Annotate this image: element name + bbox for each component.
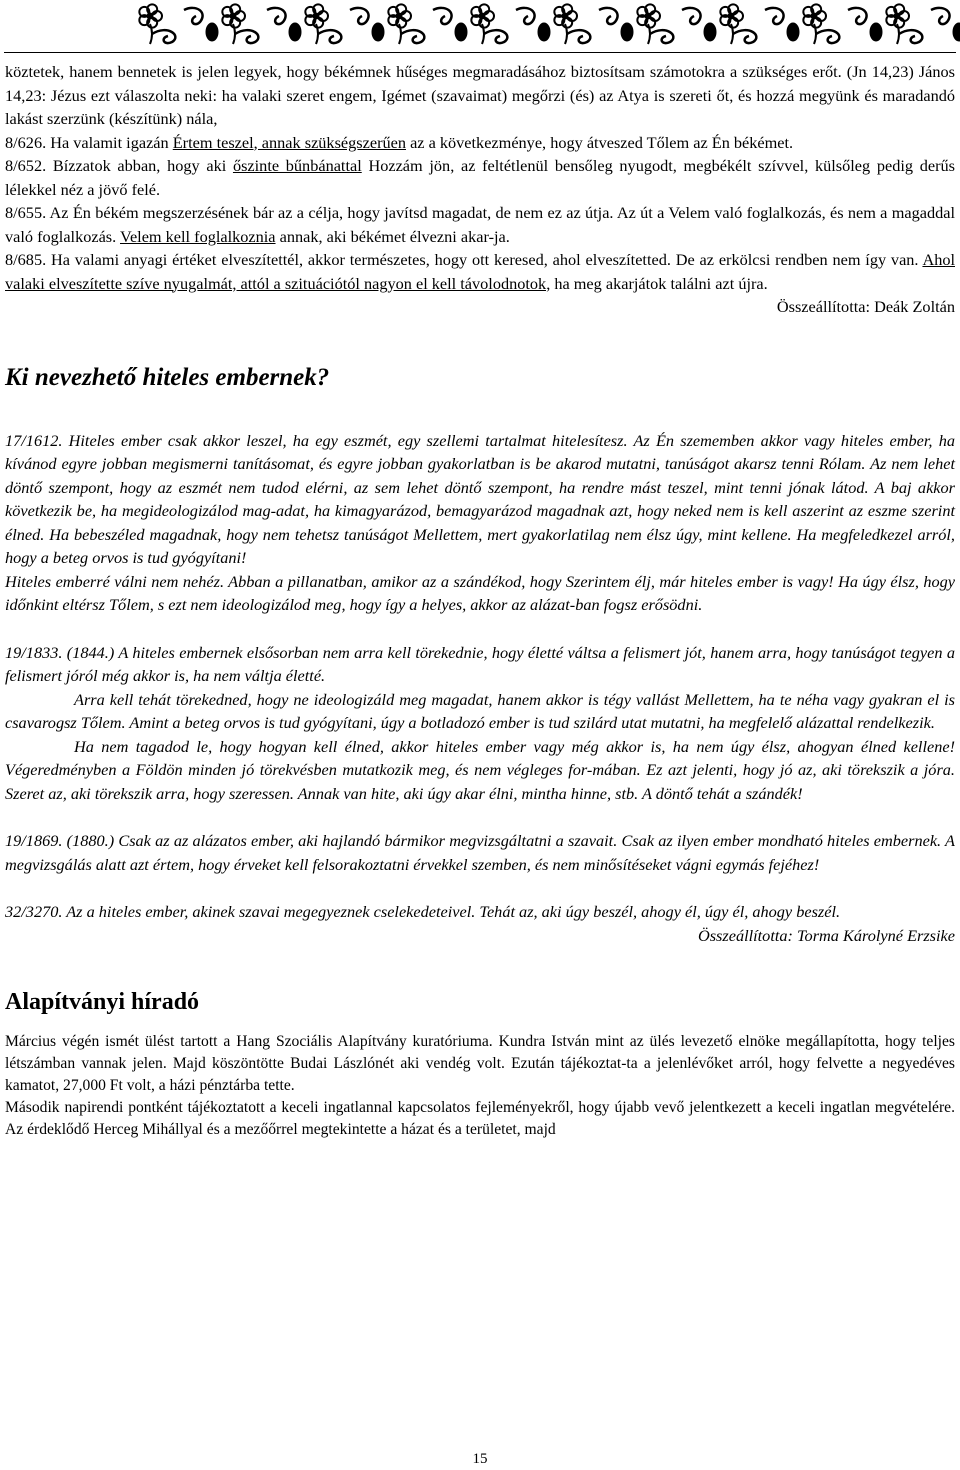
paragraph: Március végén ismét ülést tartott a Hang Szociális Alapítvány kuratóriuma. Kundra István mint az ülés levezető elnöke megállapította, hogy teljes létszámban vannak jelen. Majd köszöntötte Budai Lászlónét aki vendég volt. Ezután tájékoztat-ta a jelenlévőket arról, hogy felvette a negyedéves kamatot, 27,000 Ft volt, a házi pénztárba tette. [5, 1033, 955, 1094]
paragraph-text: 8/652. Bízzatok abban, hogy aki [5, 156, 233, 175]
page-content [5, 60, 955, 1141]
paragraph [5, 154, 955, 201]
section-peace [5, 60, 955, 319]
paragraph: Ha nem tagadod le, hogy hogyan kell élned, akkor hiteles ember vagy még akkor is, ha nem úgy élsz, ahogyan élned kellene! Végeredményben a Földön minden jó törekvésben mutatkozik meg, és nem végleges for-mában. Ez azt jelenti, hogy jó az, aki törekszik a jóra. Szeret az, aki törekszik arra, hogy szeressen. Annak van hite, aki úgy akar élni, mintha hinne, stb. A döntő tehát a szándék! [5, 736, 955, 803]
signature: Összeállította: Torma Károlyné Erzsike [697, 925, 955, 945]
paragraph: Második napirendi pontként tájékoztatott a keceli ingatlannal kapcsolatos fejleményekről, hogy újabb vevő jelentkezett a keceli ingatlan megvételére. Az érdeklődő Herceg Mihállyal és a mezőőrrel megtekintette a házat és a területet, majd [5, 1099, 955, 1138]
paragraph [5, 201, 955, 248]
paragraph [5, 248, 955, 295]
paragraph-text: annak, aki békémet élvezni akar-ja. [275, 226, 510, 246]
paragraph-text: köztetek, hanem bennetek is jelen legyek, hogy békémnek hűséges megmaradásához biztosítsam számotokra a szükséges erőt. (Jn 14,23) János 14,23: Jézus ezt válaszolta neki: ha valaki szeret engem, Igémet (szavaimat) megőrzi (és) az Atya is szereti őt, és hozzá megyünk és maradandó lakást szerzünk (készítünk) nála, [5, 62, 955, 128]
paragraph: Hiteles emberré válni nem nehéz. Abban a pillanatban, amikor az a szándékod, hogy Szerintem élj, már hiteles ember is vagy! Ha úgy élsz, hogy időnkint eltérsz Tőlem, s ezt nem ideologizálod meg, hogy így a helyes, akkor az alázat-ban fogsz erősödni. [5, 571, 955, 614]
paragraph-text: Hozzám jön, az feltétlenül bensőleg nyugodt, megbékélt szívvel, külsőleg pedig derűs lélekkel néz a jövő felé. [5, 156, 955, 199]
paragraph-text: 8/626. Ha valamit igazán [5, 132, 173, 152]
paragraph [5, 60, 955, 131]
paragraph-text: ha meg akarjátok találni azt újra. [550, 273, 768, 293]
paragraph: 32/3270. Az a hiteles ember, akinek szavai megegyeznek cselekedeteivel. Tehát az, aki úgy beszél, ahogy él, úgy él, ahogy beszél. [5, 902, 841, 921]
underlined-text: Velem kell foglalkoznia [120, 226, 276, 246]
underlined-text: Ahol valaki elveszítette szíve nyugalmát, attól a szituációtól nagyon el kell távolodnotok, [5, 250, 955, 293]
paragraph: 17/1612. Hiteles ember csak akkor leszel, ha egy eszmét, egy szellemi tartalmat hitelesítesz. Az Én szememben akkor vagy hiteles ember, ha kívánod egyre jobban megismerni tanításomat, és egyre jobban gyakorlatban is be akarod mutatni, tanúságot akarsz tenni Rólam. Az nem lehet döntő szempont, hogy az eszmét nem tudod elérni, az sem lehet döntő szempont, ha rendre mást teszel, mint tenni jónak látod. A baj akkor következik be, ha megideologizálod mag-adat, ha kimagyarázod, bemagyarázod magadnak azt, hogy neked nem is kell aszerint az eszme szerint élned. Ha bebeszéled magadnak, hogy nem tehetsz tanúságot Mellettem, mert gyakorlatilag nem élsz úgy, mint kellene. Ha megfeledkezel arról, hogy a beteg orvos is tud gyógyítani! [5, 430, 955, 567]
page-number: 15 [472, 1451, 488, 1467]
paragraph: 19/1869. (1880.) Csak az az alázatos ember, aki hajlandó bármikor megvizsgáltatni a szavait. Csak az ilyen ember mondható hiteles embernek. A megvizsgálás alatt azt értem, hogy érveket kell felsorakoztatni érvekkel szemben, és nem minősítéseket vágni egymás fejéhez! [5, 831, 955, 874]
paragraph [5, 131, 955, 155]
paragraph: Arra kell tehát törekedned, hogy ne ideologizáld meg magadat, hanem akkor is tégy vallást Mellettem, ha te néha vagy gyakran el is csavarogsz Tőlem. Amint a beteg orvos is tud gyógyítani, úgy a botladozó ember is tud szilárd utat mutatni, ha megfelelő alázattal rendelkezik. [5, 689, 955, 732]
paragraph-text: 8/685. Ha valami anyagi értéket elveszítettél, akkor természetes, hogy ott keresed, ahol elveszítetted. De az erkölcsi rendben nem így van. [5, 250, 923, 269]
section-heading: Ki nevezhető hiteles embernek? [5, 363, 330, 391]
floral-ornament-icon [130, 2, 960, 46]
underlined-text: őszinte bűnbánattal [232, 156, 362, 175]
section-heading: Alapítványi híradó [5, 989, 200, 1015]
paragraph-text: az a következménye, hogy átveszed Tőlem az Én békémet. [406, 132, 794, 152]
paragraph-text: 8/655. Az Én békém megszerzésének bár az a célja, hogy javítsd magadat, de nem ez az útja. Az út a Velem való foglalkozás, és nem a magaddal való foglalkozás. [5, 203, 955, 246]
section-foundation-news [5, 1031, 955, 1141]
paragraph: 19/1833. (1844.) A hiteles embernek elsősorban nem arra kell törekednie, hogy életté váltsa a felismert jót, hanem arra, hogy tanúságot tegyen a felismert jóról még akkor is, ha nem váltja életté. [5, 642, 955, 685]
header-divider [4, 52, 956, 53]
underlined-text: Értem teszel, annak szükségszerűen [172, 132, 406, 152]
section-authentic [5, 429, 955, 948]
signature: Összeállította: Deák Zoltán [776, 297, 955, 316]
